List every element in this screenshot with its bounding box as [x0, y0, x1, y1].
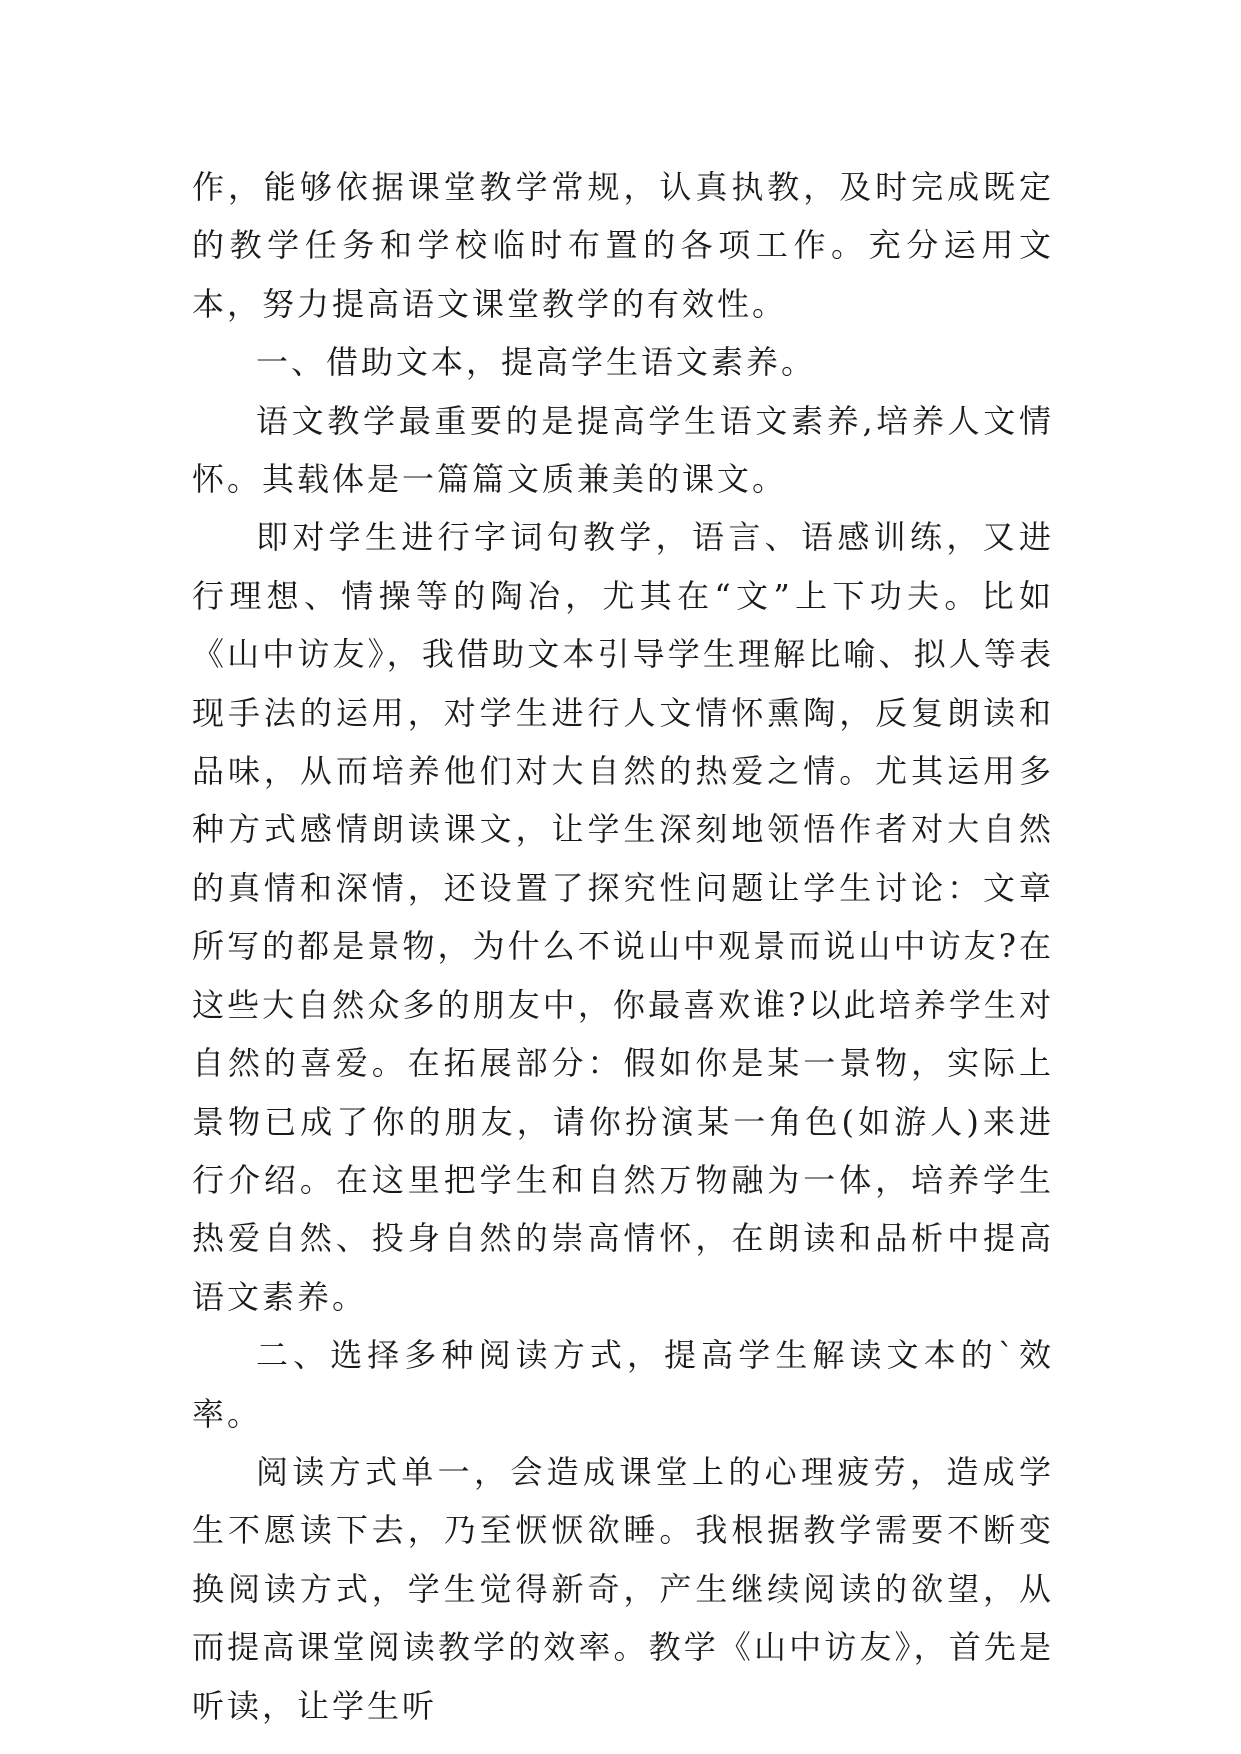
paragraph-1: 作，能够依据课堂教学常规，认真执教，及时完成既定的教学任务和学校临时布置的各项工作。充分运用文本，努力提高语文课堂教学的有效性。: [192, 168, 1054, 323]
heading-1: 一、借助文本，提高学生语文素养。: [256, 343, 817, 382]
paragraph-2: 语文教学最重要的是提高学生语文素养,培养人文情怀。其载体是一篇篇文质兼美的课文。: [192, 401, 1054, 499]
paragraph-4: 阅读方式单一，会造成课堂上的心理疲劳，造成学生不愿读下去，乃至恹恹欲睡。我根据教学需要不断变换阅读方式，学生觉得新奇，产生继续阅读的欲望，从而提高课堂阅读教学的效率。教学《山中访友》，首先是听读，让学生听: [192, 1452, 1054, 1725]
body-text: [192, 158, 1054, 1735]
heading-2: 二、选择多种阅读方式，提高学生解读文本的`效率。: [192, 1336, 1054, 1433]
paragraph-3: 即对学生进行字词句教学，语言、语感训练，又进行理想、情操等的陶冶，尤其在“文”上下功夫。比如《山中访友》，我借助文本引导学生理解比喻、拟人等表现手法的运用，对学生进行人文情怀熏陶，反复朗读和品味，从而培养他们对大自然的热爱之情。尤其运用多种方式感情朗读课文，让学生深刻地领悟作者对大自然的真情和深情，还设置了探究性问题让学生讨论：文章所写的都是景物，为什么不说山中观景而说山中访友?在这些大自然众多的朋友中，你最喜欢谁?以此培养学生对自然的喜爱。在拓展部分：假如你是某一景物，实际上景物已成了你的朋友，请你扮演某一角色(如游人)来进行介绍。在这里把学生和自然万物融为一体，培养学生热爱自然、投身自然的崇高情怀，在朗读和品析中提高语文素养。: [192, 518, 1054, 1316]
